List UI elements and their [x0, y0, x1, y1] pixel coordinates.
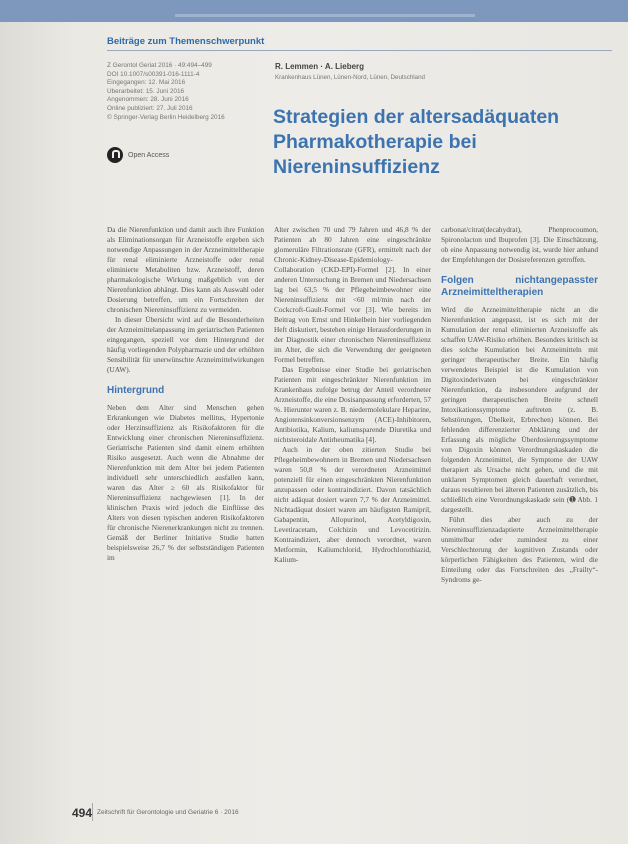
affiliation: Krankenhaus Lünen, Lünen-Nord, Lünen, Deutschland: [275, 74, 425, 81]
paragraph: Neben dem Alter sind Menschen gehen Erkrankungen wie Diabetes mellitus, Hypertonie oder Herzinsuffizienz als Risikofaktoren für die Entwicklung einer chronischen Niereninsuffizienz. Geriatrische Patienten sind damit einem erhöhten Risiko ausgesetzt. Auch wenn die Abnahme der Nierenfunktion mit dem Alter bei jedem Patienten individuell sehr unterschiedlich ausfallen kann, waren das Alter ≥ 60 als Risikofaktor für Niereninsuffizienz nachgewiesen [1]. In der klinischen Praxis wird jedoch die Einflüsse des Alters von diesen typischen anderen Risikofaktoren für chronische Nierenerkrankungen nicht zu trennen. Gemäß der Berliner Initiative Studie hatten beispielsweise 26,7 % der selbstständigen Patienten im: [107, 403, 264, 562]
open-access-label: Open Access: [128, 151, 170, 159]
page-number: 494: [72, 806, 93, 820]
footer-divider: [92, 803, 93, 821]
section-heading: Hintergrund: [107, 385, 165, 396]
authors: R. Lemmen · A. Lieberg: [275, 62, 365, 71]
open-access-badge: [107, 147, 169, 163]
meta-line: Online publiziert: 27. Juli 2016: [107, 104, 193, 112]
meta-line: Z Gerontol Geriat 2016 · 49:494–499: [107, 62, 212, 69]
paragraph: carbonat/citrat(decahydrat), Phenprocoumon, Spironolacton und Ibuprofen [3]. Die Einschätzung, ob eine Anpassung notwendig ist, wurde hier anhand der Empfehlungen der Dosisreferenzen getroffen.: [441, 225, 598, 264]
meta-line: © Springer-Verlag Berlin Heidelberg 2016: [107, 113, 225, 121]
article-meta: [107, 62, 272, 122]
header-band: [0, 0, 628, 22]
paragraph: Das Ergebnisse einer Studie bei geriatrischen Patienten mit eingeschränkter Nierenfunktion im Krankenhaus zufolge betrug der Anteil verordneter Arzneistoffe, die eine Dosisanpassung erforderten, 57 %. Hierunter waren z. B. niedermolekulare Heparine, Angiotensinkonversionsenzym (ACE)-Inhibitoren, Antibiotika, Kalium, kaliumsparende Diuretika und nichtsteroidale Antirheumatika [4].: [274, 365, 431, 444]
article-title: Strategien der altersadäquaten Pharmakotherapie bei Niereninsuffizienz: [273, 106, 560, 178]
paragraph: Wird die Arzneimitteltherapie nicht an die Nierenfunktion angepasst, ist es sich mit der Kumulation der renal eliminierten Arzneistoffe als schaffen UAW-Risiko erhöhen. Besonders kritisch ist dies solche Kumulation bei Arzneimitteln mit geringer therapeutischer Breite. Ein häufig verwendetes Beispiel ist die Kumulation von Digitoxinderivaten bei eingeschränkter Nierenfunktion, da insbesondere aufgrund der geringen therapeutischen Breite schnell Intoxikationssymptome auftreten (z. B. Sehstörungen, Übelkeit, Erbrechen) können. Bei fehlenden differenzierter Abklärung und der Erfassung als mögliche Überdosierungssymptome von Digoxin können Verordnungskaskaden die folgenden Arzneimittel, die Symptome der UAW therapiert als Ursache nicht gehen, und die mit unklaren Symptomen gleich dauerhaft verordnet, daraus resultieren bei älteren Patienten zusätzlich, bis schließlich eine Verordnungskaskade sein (➊ Abb. 1 dargestellt.: [441, 305, 598, 514]
paragraph: Alter zwischen 70 und 79 Jahren und 46,8 % der Patienten ab 80 Jahren eine eingeschränkte glomeruläre Filtrationsrate (GFR), ermittelt nach der Chronic-Kidney-Disease-Epidemiology-Collaboration (CKD-EPI)-Formel [2]. In einer anderen Untersuchung in Bremen und Niedersachsen lag bei 63,5 % der Pflegeheimbewohner eine Niereninsuffizienz mit <60 ml/min nach der Cockcroft-Gault-Formel vor [3]. Wie bereits im Beitrag von Ernst und Hinkelbein hier vorliegenden Heft diskutiert, bestehen einige Herausforderungen in der Diagnostik einer chronischen Niereninsuffizienz im Alter, die sich die Verwendung der geeigneten Formel betreffen.: [274, 225, 431, 364]
paragraph: Führt dies aber auch zu der Niereninsuffizienzadaptierte Arzneimitteltherapie unmittelbar oder zumindest zu einer Verschlechterung der kognitiven Zustands oder körperlichen Fähigkeiten des Patienten, wird die Einteilung oder das Fortschreiten des „Frailty“-Syndroms ge-: [441, 515, 598, 584]
text-column-3: [441, 225, 598, 585]
section-heading: Folgen nichtangepasster Arzneimitteltherapien: [441, 275, 598, 298]
journal-footer: Zeitschrift für Gerontologie und Geriatrie 6 · 2016: [97, 809, 239, 816]
open-access-icon: [107, 147, 123, 163]
meta-line: Überarbeitet: 15. Juni 2016: [107, 87, 185, 95]
paragraph: In dieser Übersicht wird auf die Besonderheiten der Arzneimittelanpassung im geriatrischen Patienten eingegangen, speziell vor dem Hintergrund der häufig vorliegenden Polypharmazie und der erhöhten Sensibilität für unerwünschte Arzneimittelwirkungen (UAW).: [107, 315, 264, 374]
header-rule: [107, 50, 612, 51]
section-label: Beiträge zum Themenschwerpunkt: [107, 36, 265, 47]
meta-line: Eingegangen: 12. Mai 2016: [107, 79, 186, 87]
paragraph: Da die Nierenfunktion und damit auch ihre Funktion als Eliminationsorgan für Arzneistoffe ergeben sich notwendige Anpassungen in der Arzneimitteltherapie für renal eliminierte Arzneistoffe oder renal eliminierte Metaboliten bzw. Arzneistoff, deren pharmakologische Wirkung maßgeblich von der Nierenfunktion abhängt. Dies kann als Auswahl oder Dosierung betreffen, um ein Fortschreiten der chronischen Niereninsuffizienz zu vermeiden.: [107, 225, 264, 314]
meta-line: DOI 10.1007/s00391-016-1111-4: [107, 70, 200, 78]
paragraph: Auch in der oben zitierten Studie bei Pflegeheimbewohnern in Bremen und Niedersachsen waren 50,8 % der verordneten Arzneimittel potenziell für einen eingeschränkten Nierenfunktion anzupassen oder kontraindiziert. Davon tatsächlich nicht adäquat dosiert waren 7,7 % der Arzneimittel. Nichtadäquat dosiert waren am häufigsten Ramipril, Gabapentin, Allopurinol, Acetyldigoxin, Levetiracetam, Colchizin und Levocetirizin. Kontraindiziert, aber dennoch verordnet, waren Metformin, Kaliumchlorid, Hydrochlorothiazid, Kalium-: [274, 445, 431, 564]
text-column-1: [107, 225, 264, 563]
text-column-2: [274, 225, 431, 565]
header-stripe: [175, 14, 475, 17]
meta-line: Angenommen: 28. Juni 2016: [107, 96, 189, 104]
